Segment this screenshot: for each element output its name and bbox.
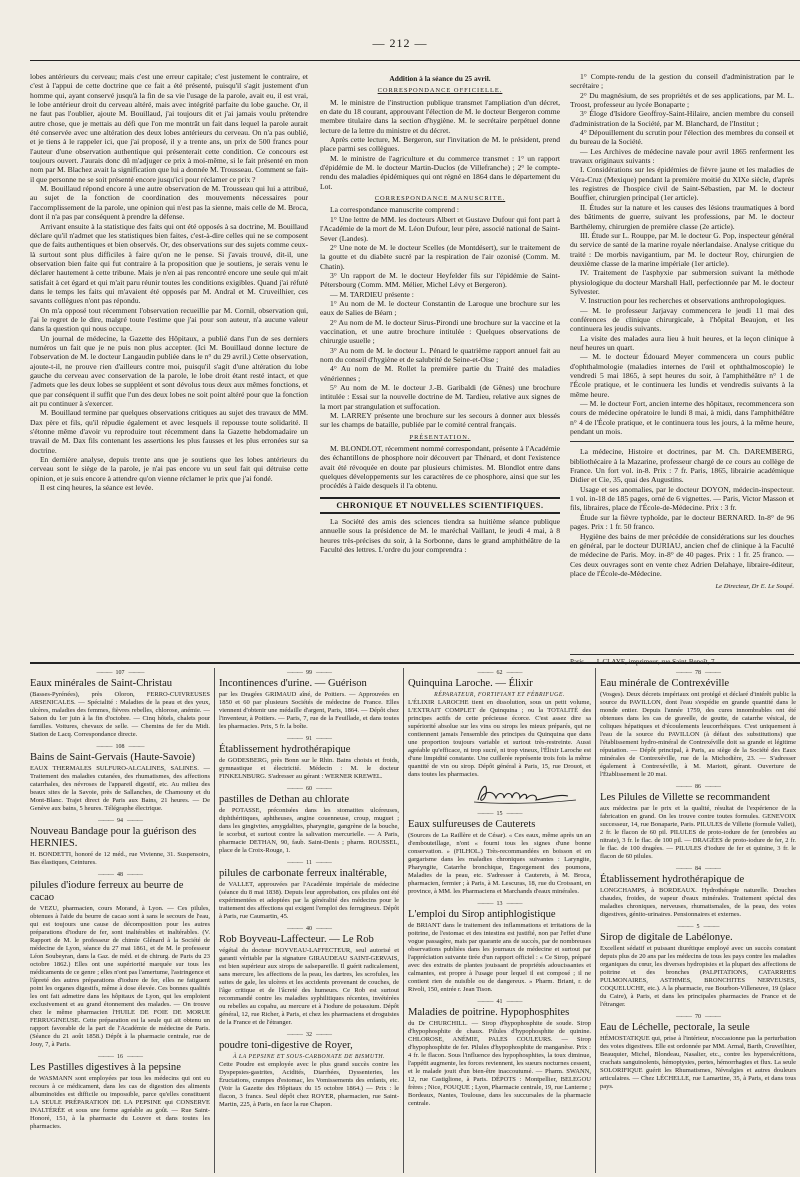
paragraph: En dernière analyse, depuis trente ans que je soutiens que les lobes antérieurs du cerveau sont le siège de la parole, je n'ai pas encore vu un seul fait qui détruise cette opinion, et je suis encore à attendre qu'on vienne réclamer le prix que j'ai fondé. [30,455,308,483]
editor-line: Le Directeur, Dr E. Le Soupé. [715,583,794,591]
advertisement [219,859,399,921]
ads-column-4 [600,668,796,1173]
paragraph: 3° Au nom de M. le docteur L. Pénard le quatrième rapport annuel fait au nom du conseil d'hygiène et de salubrité de Seine-et-Oise ; [320,345,560,364]
ad-number: ——— 48 ——— [30,871,210,879]
ad-title: Nouveau Bandage pour la guérison des HERNIES. [30,826,197,849]
ad-title: Eau de Léchelle, pectorale, la seule [600,1022,750,1033]
section-heading: Addition à la séance du 25 avril. [389,74,491,83]
paragraph: M. Bouillaud répond encore à une autre observation de M. Trousseau qui lui a attribué, au sujet de la fonction de coordination des mouvements nécessaires pour l'accomplissement de la parole, une opinion qui n'est pas la sienne, mais celle de M. Broca, dont il n'a pas par conséquent à prendre la défense. [30,184,308,222]
advertisement [30,1053,210,1131]
advertisement-separator [30,662,800,664]
printer-line: Paris. — J. CLAYE, imprimeur, rue Saint-Benoît, 7. [570,658,717,666]
divider [570,441,794,442]
page-number: — 212 — [372,36,428,50]
ad-title: Les Pastilles digestives à la pepsine [30,1062,181,1073]
column-rule [595,668,596,1173]
paragraph: 4° Au nom de M. Rollet la première partie du Traité des maladies vénériennes ; [320,364,560,383]
ad-number: ——— 84 ——— [600,865,796,873]
ad-body: de GODESBERG, près Bonn sur le Rhin. Bains choisis et froids, gymnastique et électricité. Médecin : M. le docteur FINKELNBURG. S'adresser au gérant : WERNER KREWEL. [219,757,399,780]
ad-number: ——— 91 ——— [219,735,399,743]
ad-body: par les Dragées GRIMAUD aîné, de Poitiers. — Approuvées en 1850 et 60 par plusieurs Sociétés de médecine de France. Elles viennent d'obtenir une médaille d'argent, Paris, 1864. — Dépôt chez l'inventeur, à Poitiers. — Paris, 7, rue de la Feuillade, et dans toutes les pharmacies. Prix, 5 fr. la boîte. [219,691,399,730]
ad-number: ——— 16 ——— [30,1053,210,1061]
signature-icon [408,780,591,806]
ad-body: aux médecins par le prix et la qualité, résultat de l'expérience de la fabrication en grand. On les trouve contre toutes formules. GENEVOIX successeur, 14, rue Bonaparte, Paris. PILULES de Villette (formule Vallet), 2 fr. le flacon de 60 pil. PILULES de proto-iodure de fer (enrobées au nitrate), 3 fr. le flac. de 100 pil. — DRAGÉES de proto-iodure de fer, 2 fr. le flac. de 100 dragées. — PILULES d'iodure de fer et quinine, 3 fr. le flacon de 60 pilules. [600,805,796,860]
ad-body: de VEZU, pharmacien, cours Morand, à Lyon. — Ces pilules, obtenues à l'aide du beurre de cacao sont à sans le secours de l'eau, qui est toujours une cause de décomposition pour les autres préparations d'iodure de fer, sont inaltérables et inaltérables. (V. Rapport de M. le professeur de chimie Glénard à la Société de médecine de Lyon, séance du 27 mai 1861, et de M. le professeur Léon Soubeyran, dans la Gaz. de méd. et de chirurg. de Paris du 23 octobre 1862.) Elles ont une supériorité marquée sur tous les médicaments de ce genre ; elles n'ont pas l'amertume, l'astringence et l'âpreté des autres préparations d'iodure de fer, elles ne fatiguent point les organes digestifs, même à dose élevée. Ces bonnes qualités les ont fait admettre dans les hôpitaux de Lyon, qui les emploient exclusivement et au grand étonnement des malades. — On trouve chez le même pharmacien l'HUILE DE FOIE DE MORUE FERRUGINEUSE. Cette préparation est la seule qui ait obtenu un rapport favorable de la part de l'Académie de médecine de Paris. (Séance du 21 août 1858.) Dépôt à la pharmacie centrale, rue de Jouy, 7, à Paris. [30,905,210,1048]
paragraph: — M. TARDIEU présente : [330,289,414,299]
paragraph: 2° Une note de M. le docteur Scelles (de Montdésert), sur le traitement de la goutte et du diabète sucré par la respiration de l'air ozonisé (Comm. M. Chatin). [320,242,560,271]
ad-number: ——— 62 ——— [408,669,591,677]
ad-title: Quinquina Laroche. — Élixir [408,678,533,689]
paragraph: On m'a opposé tout récemment l'observation recueillie par M. Cornil, observation qui, j'ai le regret de le dire, malgré toute l'estime que j'ai pour son auteur, n'a aucune valeur dans la question qui nous occupe. [30,305,308,334]
ad-body: Excellent sédatif et puissant diurétique employé avec un succès constant depuis plus de 20 ans par les médecins de tous les pays contre les maladies organiques du cœur, les diverses hydropisies et la plupart des affections de poitrine et des bronches (PALPITATIONS, CATARRHES PULMONAIRES, ASTHMES, BRONCHITES NERVEUSES, COQUELUCHE, etc.). A la pharmacie, rue Bourbon-Villeneuve, 19 (place du Caire), à Paris, et dans les principales pharmacies de France et de l'étranger. [600,945,796,1008]
ads-column-3 [408,668,591,1173]
advertisement [408,810,591,896]
advertisement [219,735,399,781]
advertisement [30,743,210,813]
paragraph: V. Instruction pour les recherches et observations anthropologiques. [580,296,786,306]
ad-body: LONGCHAMPS, à BORDEAUX. Hydrothérapie naturelle. Douches chaudes, froides, de vapeur d'eaux minérales. Traitement spécial des maladies chroniques, nerveuses, rhumatismales, de la peau, des voies digestives, génito-urinaires. Pensionnaires et externes. [600,887,796,918]
ad-body: L'ÉLIXIR LAROCHE tient en dissolution, sous un petit volume, L'EXTRAIT COMPLET de Quinquina ; ou la TOTALITÉ des principes actifs de cette précieuse écorce. C'est assez dire sa supériorité absolue sur les vins ou sirops les mieux préparés, qui ne contiennent jamais l'ensemble des principes du Quinquina que dans une proportion toujours variable et surtout très-restreinte. Aussi agréable qu'efficace, ni trop sucré, ni trop vineux, l'Élixir Laroche est d'une limpidité constante. Une cuillerée représente trois fois la même quantité de vin ou sirop. Dépôt général à Paris, 15, rue Drouot, et dans toutes les pharmacies. [408,699,591,778]
advertisement [219,785,399,855]
chronicle-banner: CHRONIQUE ET NOUVELLES SCIENTIFIQUES. [320,497,560,514]
advertisement [600,783,796,861]
ad-number: ——— 11 ——— [219,859,399,867]
ad-subtitle: À LA PEPSINE ET SOUS-CARBONATE DE BISMUTH. [232,1054,386,1060]
book-notice: Hygiène des bains de mer précédée de considérations sur les douches en général, par le docteur DURIAU, ancien chef de clinique à la Faculté de médecine de Paris. Moy. in-8° de 40 pages. Prix : 1 fr. 25 franco. — Ces deux ouvrages sont en vente chez Adrien Delahaye, libraire-éditeur, place de l'École-de-Médecine. [570,531,794,578]
ad-title: Établissement hydrothérapique [219,744,351,755]
ad-number: ——— 86 ——— [600,783,796,791]
ad-title: Eaux minérales de Saint-Christau [30,678,173,689]
ad-number: ——— 15 ——— [408,810,591,818]
ad-title: poudre toni-digestive de Royer, [219,1040,353,1051]
ad-body: de VALLET, approuvées par l'Académie impériale de médecine (séance du 8 mai 1838). Depuis leur approbation, ces pilules ont été expérimentées et adoptées par la généralité des médecins pour le traitement des affections qui exigent l'emploi des ferrugineux. Dépôt à Paris, rue Caumartin, 45. [219,881,399,920]
advertisement [30,817,210,867]
ad-number: ——— 78 ——— [600,669,796,677]
ad-title: Eau minérale de Contrexéville [600,678,730,689]
column-academy-report [30,72,308,660]
column-rule [403,668,404,1173]
paragraph: 1° Une lettre de MM. les docteurs Albert et Gustave Dufour qui font part à l'Académie de la mort de M. Léon Dufour, leur père, associé national de Saint-Sever (Landes). [320,214,560,243]
subheading-official: CORRESPONDANCE OFFICIELLE. [377,87,503,95]
ad-number: ——— 5 ——— [600,923,796,931]
paragraph: I. Considérations sur les épidémies de fièvre jaune et les maladies de Véra-Cruz (Mexique) pendant la première moitié du XIXe siècle, d'après les registres de l'hospice civil de Saint-Sébastien, par M. le docteur Bouffier, chirurgien principal (1er article). [570,165,794,203]
book-notice: Étude sur la fièvre typhoïde, par le docteur BERNARD. In-8° de 96 pages. Prix : 1 fr. 50 franco. [570,512,794,532]
paragraph: M. Bouillaud termine par quelques observations critiques au sujet des travaux de MM. Dax père et fils, qu'il répudie également et avec lesquels il repousse toute solidarité. Il s'étonne même d'avoir vu reproduire tout récemment dans la Gazette hebdomadaire un travail de M. Dax fils contenant les assertions les plus fausses et les plus erronées sur sa doctrine. [30,408,308,455]
ad-title: Eaux sulfureuses de Cauterets [408,819,536,830]
ad-subtitle: RÉPARATEUR, FORTIFIANT ET FÉBRIFUGE. [434,692,565,698]
ad-body: de BRIANT dans le traitement des inflammations et irritations de la poitrine, de l'estomac et des intestins est justifié, non par l'effet d'une vogue passagère, mais par quarante ans de succès, par de nombreuses observations publiées dans les journaux de médecine et surtout par l'appréciation suivante tirée d'un rapport officiel : « Ce Sirop, préparé avec des extraits de plantes jouissant de propriétés adoucissantes et calmantes, est propre à l'usage pour lequel il est composé ; il ne contient rien de nuisible ou de dangereux. » Pharm. Briant, r. de Rivoli, 150, entrée r. Jean Tison. [408,922,591,993]
ads-column-1 [30,668,210,1173]
ad-number: ——— 108 ——— [30,743,210,751]
paragraph: La visite des malades aura lieu à huit heures, et la leçon clinique à neuf heures un quart. [570,333,794,352]
ad-body: HÉMOSTATIQUE qui, prise à l'intérieur, n'occasionne pas la perturbation des voies digestives. Elle est ordonnée par MM. Armal, Barth, Cruveilhier, Beauquier, Michel, Blondeau, Nasalier, etc., contre les hypersécrétions, crachats sanguinolents, hémoptysies, pertes, hémorrhagies et flux. La seule SOLORIFIQUE guérit les Rhumatismes, Névralgies et autres douleurs articulaires. — Chez LÉCHELLE, rue Lamartine, 35, à Paris, et dans tous pays. [600,1035,796,1090]
ad-title: Les Pilules de Villette se recommandent [600,792,771,803]
advertisement [600,923,796,1009]
paragraph: III. Étude sur L. Rouppe, par M. le docteur G. Pop, inspecteur général du service de santé de la marine royale néerlandaise. Analyse critique du traité : De morbis navigantium, par M. le docteur Roy, chirurgien de deuxième classe de la marine impériale (1er article). [570,230,794,268]
ad-number: ——— 70 ——— [600,1013,796,1021]
advertisement [219,669,399,731]
ad-body: Cette Poudre est employée avec le plus grand succès contre les Dyspepsies-gastrites, Acidités, Diarrhées, Dyssenteries, les Éructations, crampes d'estomac, les Vomissements des enfants, etc. (Voir la Gazette des Hôpitaux du 15 octobre 1864.) — Prix : le flacon, 3 francs. Seul dépôt chez ROYER, pharmacien, rue Saint-Martin, 225, à Paris, en face la rue Chapon. [219,1061,399,1108]
column-chronicle [570,72,794,662]
ad-number: ——— 32 ——— [219,1031,399,1039]
ad-body: H. BONDETTI, honoré de 12 méd., rue Vivienne, 31. Suspensoirs, Bas élastiques, Ceintures. [30,851,210,866]
advertisement [600,1013,796,1091]
ad-body: (Sources de La Raillère et de César). « Ces eaux, même après un an d'embouteillage, n'ont « fourni tous les signes d'une bonne conservation. » (FILHOL.) Très-recommandées en boisson et en gargarisme dans les maladies chroniques suivantes : Laryngite, Pharyngite, Catarrhe bronchique, Engorgement des poumons, Maladies de la peau, etc. S'adresser à Cauterets, à M. Broca, pharmacien, fermier ; à Paris, à M. Lescuras, 18, rue du Croissant, en province, à MM. les Pharmaciens et Marchands d'eaux minérales. [408,832,591,895]
paragraph: M. le ministre de l'agriculture et du commerce transmet : 1° un rapport d'épidémie de M. le docteur Martin-Duclos (de Villefranche) ; 2° le compte-rendu des maladies épidémiques qui ont régné en 1864 dans le département du Lot. [320,153,560,191]
paragraph: La correspondance manuscrite comprend : [330,205,460,215]
advertisement [30,669,210,739]
divider [570,654,794,655]
ad-title: pastilles de Dethan au chlorate [219,794,350,805]
ad-body: végétal du docteur BOYVEAU-LAFFECTEUR, seul autorisé et garanti véritable par la signature GIRAUDEAU SAINT-GERVAIS, est bien supérieur aux sirops de salsepareille. Il guérit radicalement, sans mercure, les affections de la peau, les dartres, les scrofules, les suites de gale, les ulcères et les accidents provenant de couches, de l'âge critique et de l'âcreté des humeurs. Ce Rob est surtout recommandé contre les maladies syphilitiques récentes, invétérées ou rebelles au copahu, au mercure et à l'iodure de potassium. Dépôt général, 12, rue Richer, à Paris, et chez les pharmaciens et droguistes de la France et de l'étranger. [219,947,399,1026]
ad-body: (Basses-Pyrénées), près Oloron, FERRO-CUIVREUSES ARSENICALES. — Spécialité : Maladies de la peau et des yeux, ulcères, maladies des femmes, fièvres rebelles, chlorose, anémie. — Saison du 1er juin à la fin d'octobre. — Cinq hôtels, chalets pour familles. Voitures, chevaux de selle. — Chemins de fer du Midi. Station de Lacq. Correspondance directe. [30,691,210,738]
column-rule [214,668,215,1173]
subheading-presentation: PRÉSENTATION. [409,433,471,441]
ad-body: EAUX THERMALES SULFURO-ALCALINES, SALINES. — Traitement des maladies cutanées, des rhumatismes, des affections catarrhales, des névroses de l'appareil digestif, etc. Au milieu des beaux sites de la Savoie, près de Sallanches, de Chamouny et du Mont-Blanc. Trajet direct de Paris aux Bains, 21 heures. — De Genève aux bains, 5 heures. Télégraphe électrique. [30,765,210,812]
paragraph: 5° Au nom de M. le docteur J.-B. Garibaldi (de Gênes) une brochure intitulée : Essai sur la nouvelle doctrine de M. Tardieu, relative aux signes de la mort par strangulation et suffocation. [320,383,560,411]
paragraph: 1° Au nom de M. le docteur Constantin de Laroque une brochure sur les eaux de Salies de Béarn ; [320,298,560,318]
header-rule [30,60,800,61]
subheading-manuscript: CORRESPONDANCE MANUSCRITE. [374,195,506,203]
ad-title: pilules d'iodure ferreux au beurre de cacao [30,880,184,903]
paragraph: — M. le docteur Édouard Meyer commencera un cours public d'ophthalmologie (maladies internes de l'œil et ophthalmoscopie) le vendredi 5 mai 1865, à sept heures du soir, à l'amphithéâtre n° 1 de l'École pratique, et le continuera les lundis et vendredis suivants à la même heure. [570,352,794,399]
ad-title: Rob Boyveau-Laffecteur. — Le Rob [219,934,374,945]
ad-number: ——— 13 ——— [408,900,591,908]
paragraph: Il est cinq heures, la séance est levée. [40,483,154,493]
book-notice: Usage et ses anomalies, par le docteur DOYON, médecin-inspecteur. 1 vol. in-18 de 185 pages, orné de 6 vignettes. — Paris, Victor Masson et fils, libraires, place de l'École-de-Médecine. Prix : 3 fr. [570,484,794,513]
laroche-signature [408,780,591,806]
ads-column-2 [219,668,399,1173]
advertisement [408,998,591,1108]
paragraph: IV. Traitement de l'asphyxie par submersion suivant la méthode physiologique du docteur Marshall Hall, perfectionnée par M. le docteur Sylvester. [570,268,794,296]
ad-title: Bains de Saint-Gervais (Haute-Savoie) [30,752,196,763]
advertisement [408,669,591,806]
paragraph: M. le ministre de l'instruction publique transmet l'ampliation d'un décret, en date du 18 courant, approuvant l'élection de M. le docteur Bergeron comme membre titulaire dans la section d'hygiène. M. le secrétaire perpétuel donne lecture de la lettre du ministre et du décret. [320,97,560,135]
paragraph: — M. le professeur Jarjavay commencera le jeudi 11 mai des conférences de clinique chirurgicale, à l'hôpital Beaujon, et les continuera les jeudis suivants. [570,305,794,334]
ad-body: de POTASSE, préconisées dans les stomatites ulcéreuses, diphthéritiques, aphtheuses, angine couenneuse, croup, muguet ; dans les gingivites, amygdalites, pharyngite, gangrène de la bouche, le scorbut, et surtout contre la salivation mercurielle. — A Paris, pharmacie DETHAN, 90, faub. Saint-Denis ; pharm. ROUSSEL, place de la Croix-Rouge, 1. [219,807,399,854]
ad-number: ——— 41 ——— [408,998,591,1006]
ad-number: ——— 107 ——— [30,669,210,677]
ad-body: de WASMANN sont employées par tous les médecins qui ont eu recours à ce médicament, dans les cas de digestion des aliments albuminoïdes est difficile ou impossible, parce qu'elles constituent LA SEULE PRÉPARATION DE LA PEPSINE qui CONSERVE INALTÉRÉE et sous une forme agréable au goût. — Rue Saint-Honoré, 151, à la pharmacie du Louvre et dans toutes les pharmacies. [30,1075,210,1130]
ad-title: Maladies de poitrine. Hypophosphites [408,1007,570,1018]
paragraph: Arrivant ensuite à la statistique des faits qui ont été opposés à sa doctrine, M. Bouillaud déclare qu'il n'admet que les statistiques bien faites, c'est-à-dire celles qui ne se composent que de faits authentiques et bien observés. Or, des observations sur des sujets comme ceux-là surtout sont plus difficiles à faire qu'on ne le pense. Si j'avais trouvé, dit-il, une observation bien faite qui fut contraire à la proposition que je soutiens, je serais venu le déclarer hautement à cette tribune. Mais je n'en ai pas rencontré encore une seule qui m'ait satisfait à cet égard et qui m'ait paru réunir toutes les conditions exigibles. Quand j'ai réfuté dans le temps les faits qui m'avaient été opposés par M. Andral et M. Cruveilhier, ces savants collègues n'ont pas répondu. [30,221,308,306]
ad-number: ——— 60 ——— [219,785,399,793]
ad-title: Sirop de digitale de Labélonye. [600,932,733,943]
agenda-item: 3° Éloge d'Isidore Geoffroy-Saint-Hilaire, ancien membre du conseil d'administration de la Société, par M. Blanchard, de l'Institut ; [570,109,794,128]
paragraph: II. Études sur la nature et les causes des lésions traumatiques à bord des bâtiments de guerre, suivant les professions, par M. le docteur Barthélemy, chirurgien de première classe (2e article). [570,202,794,231]
paragraph: — Les Archives de médecine navale pour avril 1865 renferment les travaux originaux suivants : [570,146,794,166]
ad-body: (Vosges). Deux décrets impériaux ont protégé et déclaré d'intérêt public la source du PAVILLON, dont l'eau s'expédie en grande quantité dans le monde entier. Depuis l'année 1759, des cures innombrables ont été obtenues dans les cas de gravelle, de goutte, de catarrhe vésical, de coliques hépatiques et d'écoulements leucorrhéiques. C'est uniquement à l'eau de la source du PAVILLON (à défaut des substitutions) que l'établissement hydro-minéral de Contrexéville doit sa grande et légitime réputation. — Dépôt principal, à Paris, au siège de la Société des Eaux minérales de Contrexéville, rue de la Michodière, 23. — S'adresser également à Contrexéville, à M. Mariott, gérant. Ouverture de l'Établissement le 20 mai. [600,691,796,778]
advertisement [600,669,796,779]
agenda-item: 4° Dépouillement du scrutin pour l'élection des membres du conseil et du bureau de la Société. [570,128,794,147]
agenda-item: 1° Compte-rendu de la gestion du conseil d'administration par le secrétaire ; [570,72,794,91]
agenda-item: 2° Du magnésium, de ses propriétés et de ses applications, par M. L. Troost, professeur au lycée Bonaparte ; [570,90,794,110]
advertisement [408,900,591,994]
paragraph: 3° Un rapport de M. le docteur Heyfelder fils sur l'épidémie de Saint-Pétersbourg (Comm. MM. Mélier, Michel Lévy et Bergeron). [320,270,560,290]
ad-number: ——— 94 ——— [30,817,210,825]
ad-title: Incontinences d'urine. — Guérison [219,678,367,689]
book-notice: La médecine, Histoire et doctrines, par M. Ch. DAREMBERG, bibliothécaire à la Mazarine, professeur chargé de ce cours au collège de France. Un fort vol. in-8. Prix : 7 fr. Paris, 1865, librairie académique Didier et Cie, 35, quai des Augustins. [570,447,794,485]
ad-number: ——— 40 ——— [219,925,399,933]
ad-title: L'emploi du Sirop antiphlogistique [408,909,556,920]
advertisement [30,871,210,1049]
ad-title: Établissement hydrothérapique de [600,874,745,885]
ad-title: pilules de carbonate ferreux inaltérable, [219,868,387,879]
ad-body: du Dr CHURCHILL. — Sirop d'hypophosphite de soude. Sirop d'hypophosphite de chaux. Pilules d'hypophosphite de quinine. CHLOROSE, ANÉMIE, PALES COULEURS. — Sirop d'hypophosphite de fer. Pilules d'hypophosphite de manganèse. Prix : 4 fr. le flacon. Sous l'influence des hypophosphites, la toux diminue, l'appétit augmente, les forces reviennent, les sueurs nocturnes cessent, et le malade jouit d'un bien-être inaccoutumé. — Pharm. SWANN, 12, rue Castiglione, à Paris. DÉPOTS : Montpellier, BELEGOU frères ; Nice, FOUQUE ; Lyon, Pharmacie centrale, 19, rue Lanterne ; Bordeaux, Nantes, Toulouse, dans les succursales de la pharmacie centrale. [408,1020,591,1107]
paragraph: La Société des amis des sciences tiendra sa huitième séance publique annuelle sous la présidence de M. le maréchal Vaillant, le jeudi 4 mai, à 8 heures très-précises du soir, à la Sorbonne, dans le grand amphithéâtre de la Faculté des lettres. L'ordre du jour comprendra : [320,517,560,555]
column-session-addition [320,72,560,660]
paragraph: Un journal de médecine, la Gazette des Hôpitaux, a publié dans l'un de ses derniers numéros un fait que je ne puis non plus accepter. (Ici M. Bouillaud donne lecture de l'observation de M. le docteur Langaudin publiée dans le n° du 29 avril.) Cette observation, ajoute-t-il, ne prouve rien d'ailleurs contre moi, puisqu'il s'agit d'une altération du lobe gauche du cerveau avec conservation de la parole, le lobe droit étant resté intact, et que j'admets que les deux lobes se suppléent et sont dévolus tous deux aux mêmes fonctions, et que par conséquent il suffit que l'un des deux lobes ne soit point altéré pour que la fonction ait pu continuer à s'exercer. [30,333,308,409]
advertisement [219,1031,399,1109]
paragraph: M. BLONDLOT, récemment nommé correspondant, présente à l'Académie des échantillons de phosphore noir découvert par Thénard, et dont l'existence avait été révoquée en doute par plusieurs chimistes. M. Blondlot entre dans quelques développements sur les caractères de ce phosphore, ainsi que sur les procédés à l'aide desquels il l'a obtenu. [320,444,560,491]
paragraph: M. LARREY présente une brochure sur les secours à donner aux blessés sur les champs de bataille, publiée par le comité central français. [320,411,560,430]
paragraph: — M. le docteur Fort, ancien interne des hôpitaux, recommencera son cours de médecine opératoire le lundi 8 mai, à midi, dans l'amphithéâtre n° 4 de l'École pratique, et le continuera tous les jours, à la même heure, pendant un mois. [570,399,794,437]
paragraph: Après cette lecture, M. Bergeron, sur l'invitation de M. le président, prend place parmi ses collègues. [320,135,560,154]
paragraph: lobes antérieurs du cerveau; mais c'est une erreur capitale; c'est justement le contraire, et c'est à l'appui de cette doctrine que ce fait a été présenté, puisqu'il s'agit justement d'un homme qui, ayant conservé jusqu'à la fin de sa vie l'usage de la parole, avait eu, il est vrai, le lobe antérieur droit du cerveau altéré, mais avec intégrité parfaite du lobe gauche. Or, il ne faut pas l'oublier, ajoute M. Bouillaud, j'ai toujours dit et j'ai jamais voulu prétendre autre chose, que je mettais au défi que l'on me montrât un fait dans lequel la parole aurait été conservée avec une altération des deux lobes antérieurs du cerveau. On n'a pas oublié, et je tiens à le rappeler ici, que j'ai proposé, il y a trente ans, un prix de 500 francs pour l'auteur d'une observation authentique qui présenterait cette condition. Ce concours est toujours ouvert. J'aurais donc dû m'adjuger ce prix à moi-même, si le fait présenté en mon nom par M. Blachez avait la signification que lui a donnée M. Trousseau. Comment se fait-il que personne ne se soit présenté encore jusqu'ici pour réclamer ce prix ? [30,72,308,184]
paragraph: 2° Au nom de M. le docteur Sirus-Pirondi une brochure sur la vaccine et la vaccination, et une autre brochure intitulée : Quelques observations de chirurgie usuelle ; [320,317,560,346]
ad-number: ——— 99 ——— [219,669,399,677]
advertisement [219,925,399,1027]
advertisement [600,865,796,919]
